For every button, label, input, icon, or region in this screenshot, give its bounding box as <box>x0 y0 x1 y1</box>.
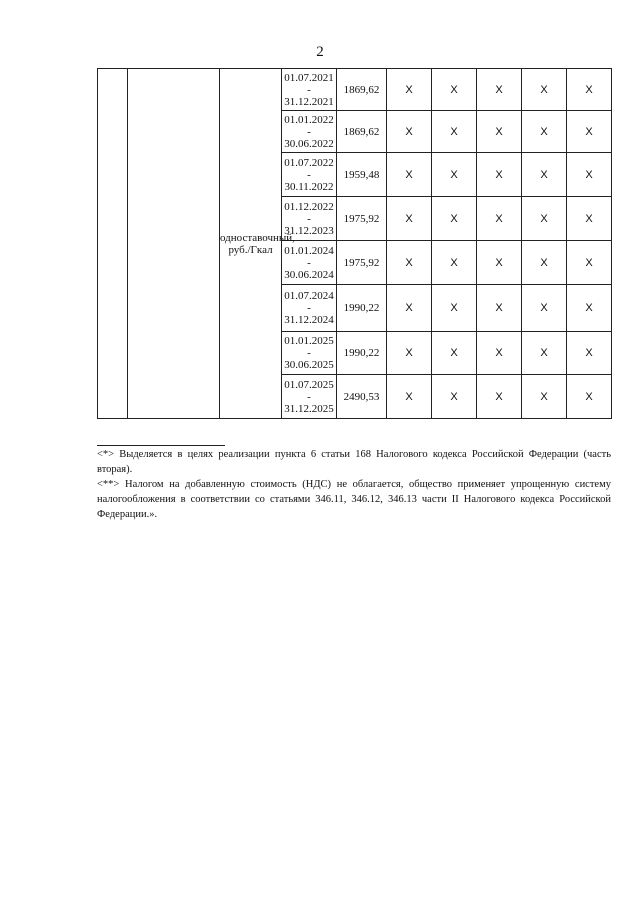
period-dash: - <box>307 390 311 403</box>
mark-cell: Х <box>387 241 432 285</box>
mark-cell: Х <box>387 332 432 375</box>
mark-cell: Х <box>387 111 432 153</box>
mark-cell: Х <box>477 197 522 241</box>
mark-cell: Х <box>567 332 612 375</box>
period-end: 31.12.2024 <box>284 314 334 326</box>
period-cell <box>282 332 337 375</box>
period-start: 01.01.2024 <box>284 244 334 257</box>
mark-cell: Х <box>477 332 522 375</box>
footnotes <box>97 447 611 522</box>
period-end: 31.12.2023 <box>284 224 334 237</box>
mark-cell: Х <box>522 153 567 197</box>
mark-cell: Х <box>432 285 477 332</box>
mark-cell: Х <box>567 69 612 111</box>
period-end: 31.12.2021 <box>284 95 334 108</box>
mark-cell: Х <box>522 197 567 241</box>
mark-cell: Х <box>432 69 477 111</box>
period-cell <box>282 375 337 419</box>
price-cell: 1990,22 <box>337 285 387 332</box>
mark-cell: Х <box>432 375 477 419</box>
unit-cell: одноставочный, руб./Гкал <box>220 69 282 419</box>
mark-cell: Х <box>522 69 567 111</box>
period-end: 30.06.2024 <box>284 268 334 281</box>
mark-cell: Х <box>522 375 567 419</box>
period-cell <box>282 241 337 285</box>
mark-cell: Х <box>387 69 432 111</box>
mark-cell: Х <box>387 375 432 419</box>
period-start: 01.12.2022 <box>284 200 334 213</box>
mark-cell: Х <box>477 153 522 197</box>
mark-cell: Х <box>387 153 432 197</box>
mark-cell: Х <box>477 285 522 332</box>
mark-cell: Х <box>522 111 567 153</box>
price-cell: 1975,92 <box>337 241 387 285</box>
mark-cell: Х <box>432 111 477 153</box>
period-cell <box>282 153 337 197</box>
period-end: 31.12.2025 <box>284 402 334 415</box>
tariff-table <box>97 68 612 419</box>
period-cell <box>282 111 337 153</box>
mark-cell: Х <box>567 111 612 153</box>
footnote-separator <box>97 445 225 446</box>
page-number: 2 <box>316 44 324 60</box>
mark-cell: Х <box>567 285 612 332</box>
mark-cell: Х <box>432 153 477 197</box>
period-start: 01.07.2022 <box>284 156 334 169</box>
footnote-2: <**> Налогом на добавленную стоимость (НДС) не облагается, общество применяет упрощенную систему налогообложения в соответствии со статьями 346.11, 346.12, 346.13 части II Налогового кодекса Российской Федерации.». <box>97 479 611 520</box>
period-end: 30.06.2025 <box>284 359 334 371</box>
period-end: 30.11.2022 <box>284 180 334 193</box>
period-start: 01.07.2024 <box>284 290 334 302</box>
period-cell <box>282 285 337 332</box>
mark-cell: Х <box>477 241 522 285</box>
period-start: 01.07.2025 <box>284 378 334 391</box>
mark-cell: Х <box>567 197 612 241</box>
price-cell: 2490,53 <box>337 375 387 419</box>
period-start: 01.01.2022 <box>284 113 334 126</box>
table-row <box>98 69 612 111</box>
period-dash: - <box>307 212 311 225</box>
footnote-1: <*> Выделяется в целях реализации пункта 6 статьи 168 Налогового кодекса Российской Федерации (часть вторая). <box>97 449 611 475</box>
mark-cell: Х <box>522 332 567 375</box>
period-cell <box>282 69 337 111</box>
mark-cell: Х <box>477 69 522 111</box>
mark-cell: Х <box>522 241 567 285</box>
price-cell: 1869,62 <box>337 69 387 111</box>
mark-cell: Х <box>477 111 522 153</box>
mark-cell: Х <box>567 153 612 197</box>
tariff-table-body <box>98 69 612 419</box>
period-start: 01.01.2025 <box>284 335 334 347</box>
mark-cell: Х <box>432 241 477 285</box>
period-dash: - <box>307 168 311 181</box>
period-cell <box>282 197 337 241</box>
mark-cell: Х <box>567 375 612 419</box>
mark-cell: Х <box>432 332 477 375</box>
period-end: 30.06.2022 <box>284 137 334 150</box>
period-dash: - <box>307 347 311 359</box>
period-dash: - <box>307 256 311 269</box>
price-cell: 1959,48 <box>337 153 387 197</box>
mark-cell: Х <box>522 285 567 332</box>
period-dash: - <box>307 125 311 138</box>
empty-cell-number <box>98 69 128 419</box>
mark-cell: Х <box>567 241 612 285</box>
period-dash: - <box>307 83 311 96</box>
price-cell: 1869,62 <box>337 111 387 153</box>
mark-cell: Х <box>387 285 432 332</box>
empty-cell-name <box>128 69 220 419</box>
mark-cell: Х <box>387 197 432 241</box>
mark-cell: Х <box>432 197 477 241</box>
price-cell: 1975,92 <box>337 197 387 241</box>
period-dash: - <box>307 302 311 314</box>
mark-cell: Х <box>477 375 522 419</box>
price-cell: 1990,22 <box>337 332 387 375</box>
period-start: 01.07.2021 <box>284 71 334 84</box>
